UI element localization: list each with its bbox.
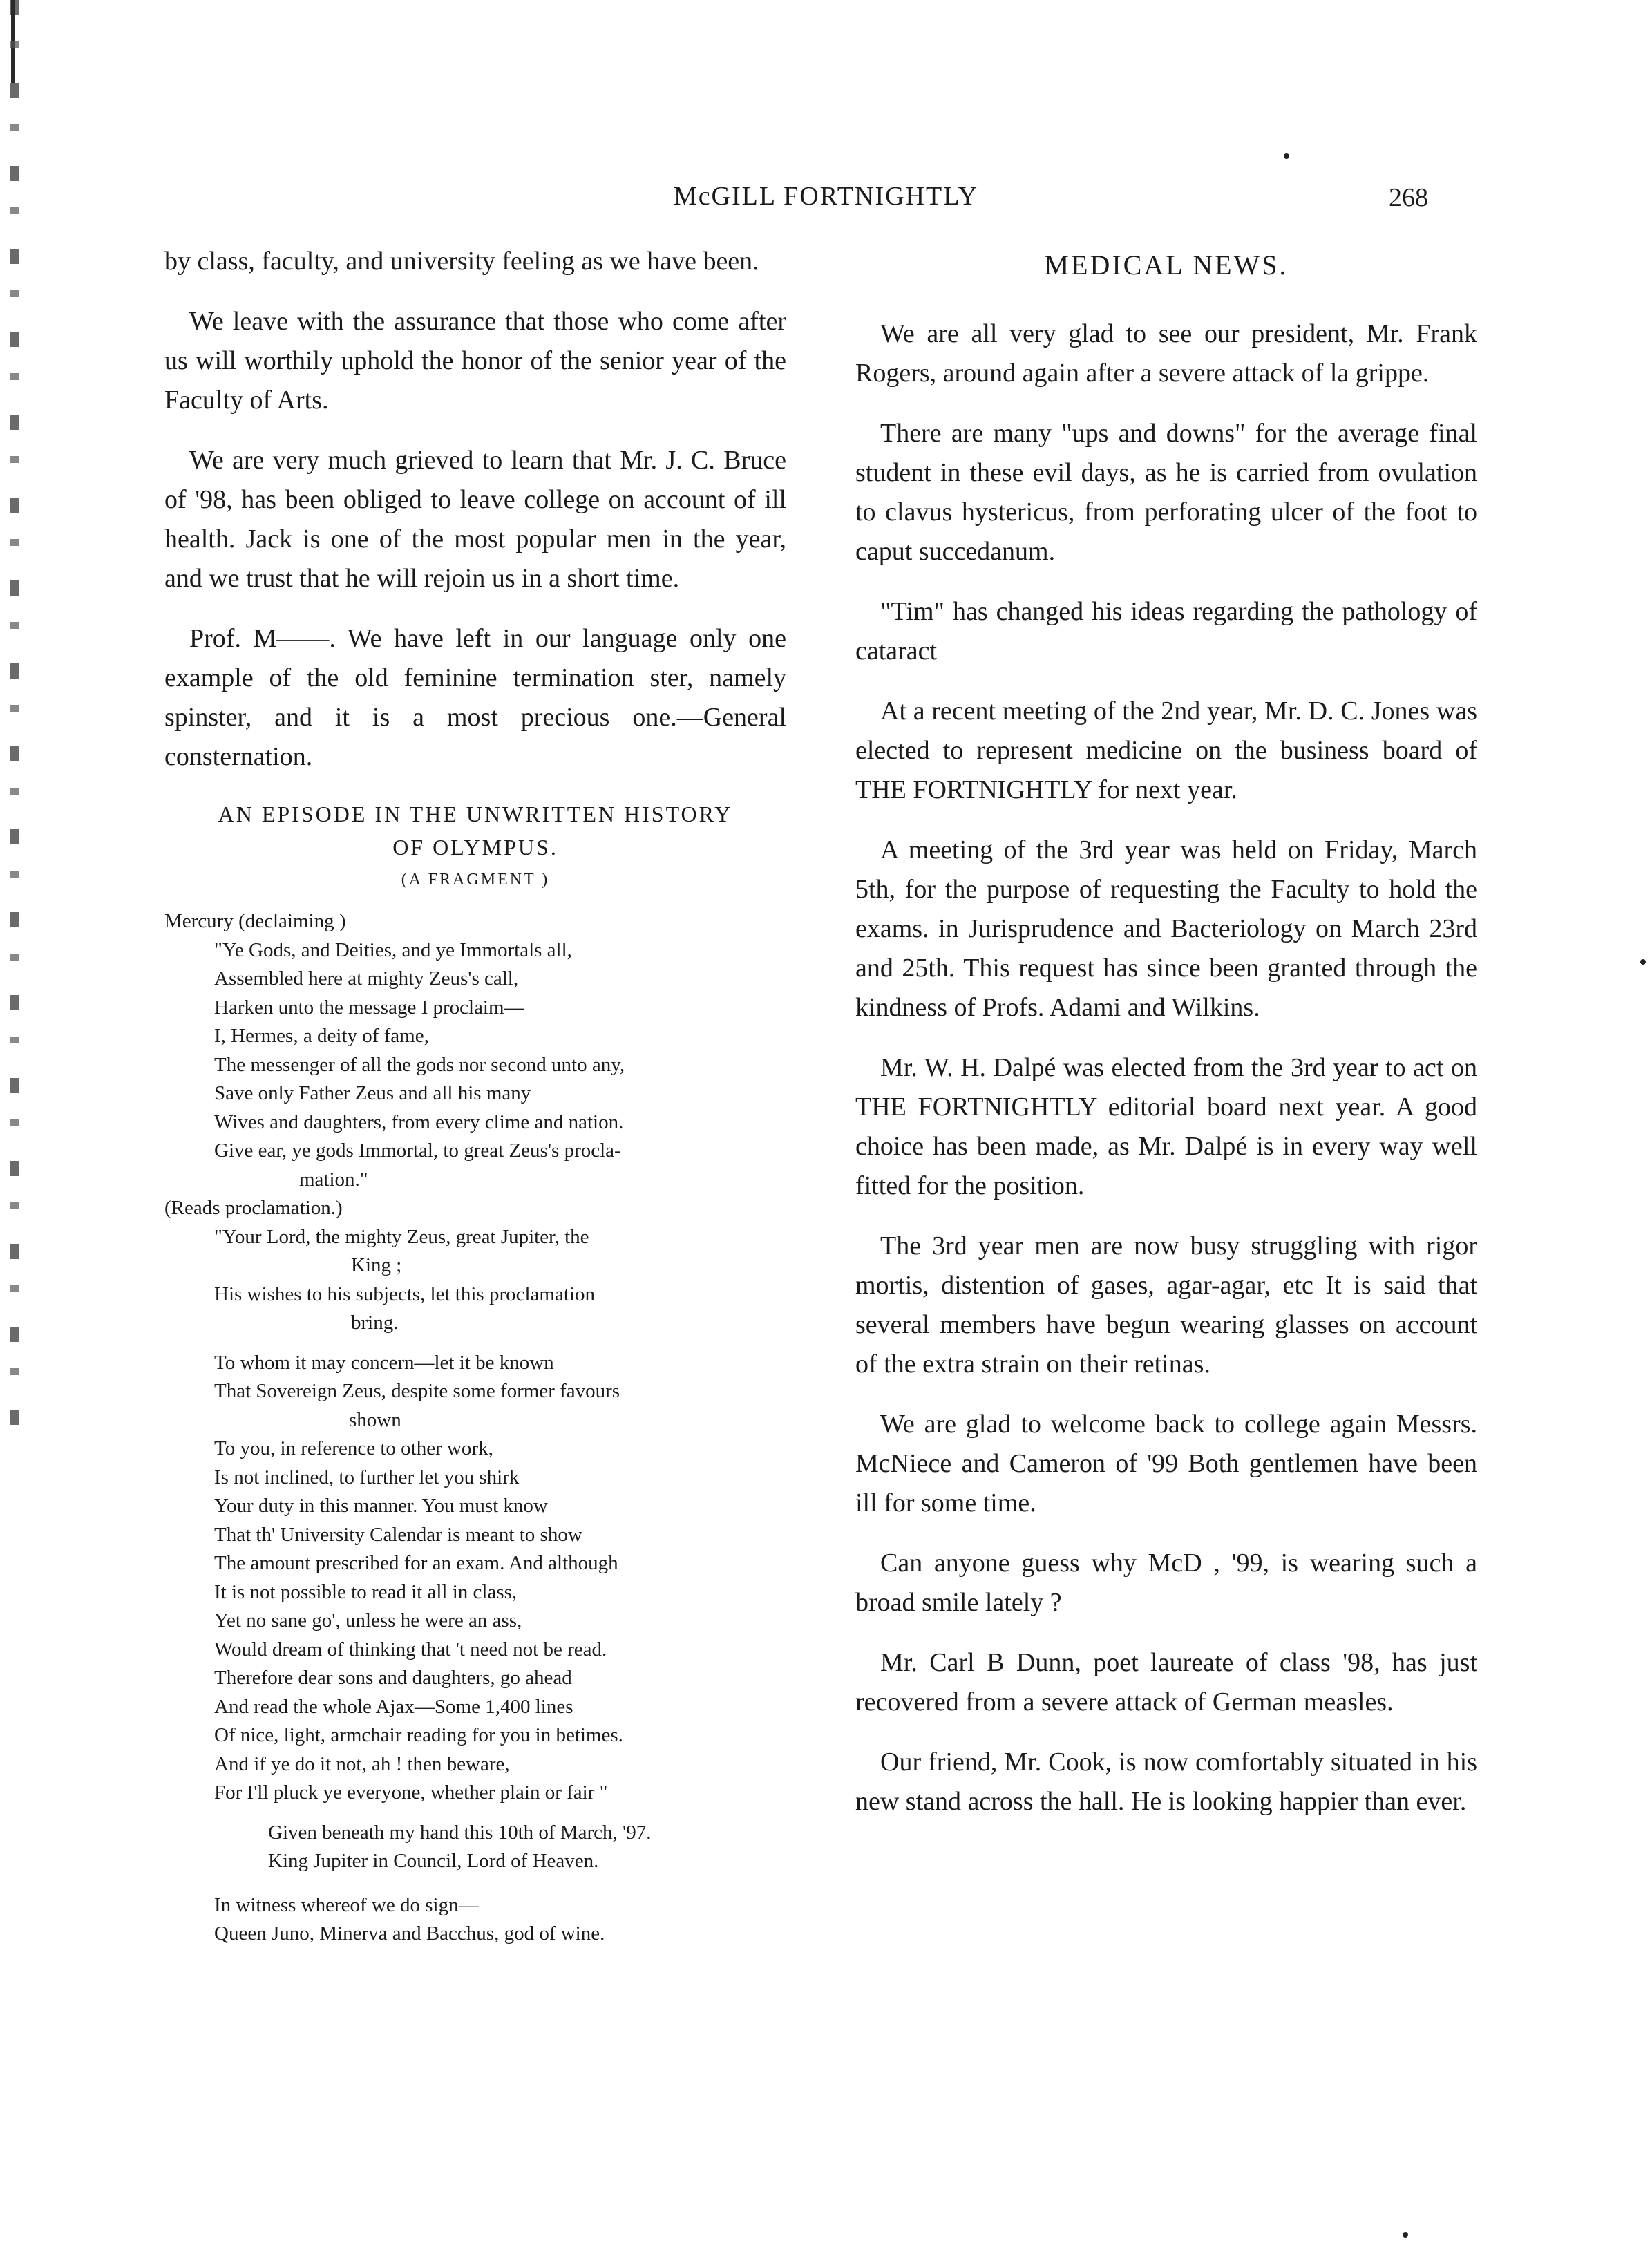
poem-line: Queen Juno, Minerva and Bacchus, god of wine. — [214, 1922, 605, 1945]
poem-line: Would dream of thinking that 't need not be read. — [214, 1638, 607, 1661]
poem-line-continuation: King ; — [351, 1254, 402, 1276]
poem-line-continuation: mation." — [299, 1168, 368, 1191]
poem-line: That th' University Calendar is meant to show — [214, 1523, 582, 1546]
poem-line: I, Hermes, a deity of fame, — [214, 1025, 429, 1047]
poem-line: Harken unto the message I proclaim— — [214, 996, 524, 1019]
poem-line: To you, in reference to other work, — [214, 1437, 493, 1459]
ink-speck — [1640, 959, 1646, 965]
paragraph: "Tim" has changed his ideas regarding the pathology of cataract — [855, 597, 1477, 665]
proclamation-stanza — [214, 1349, 786, 1808]
running-header-title: McGILL FORTNIGHTLY — [673, 182, 979, 211]
poem-line: Yet no sane go', unless he were an ass, — [214, 1609, 522, 1631]
paragraph: Prof. M——. We have left in our language only one example of the old feminine termination ster, namely spinster, and it is a most precious one.—General consternation. — [164, 624, 786, 771]
paragraph: We are glad to welcome back to college again Messrs. McNiece and Cameron of '99 Both gentlemen have been ill for some time. — [855, 1410, 1477, 1517]
poem-line: In witness whereof we do sign— — [214, 1893, 479, 1916]
poem-line-continuation: shown — [349, 1408, 401, 1431]
poem-title — [164, 797, 786, 864]
poem-line: It is not possible to read it all in class, — [214, 1580, 518, 1603]
poem-line: King Jupiter in Council, Lord of Heaven. — [268, 1850, 599, 1872]
paragraph: We leave with the assurance that those who come after us will worthily uphold the honor of the senior year of the Faculty of Arts. — [164, 307, 786, 415]
poem-line: "Ye Gods, and Deities, and ye Immortals all, — [214, 938, 572, 961]
poem-line: To whom it may concern—let it be known — [214, 1351, 554, 1374]
proclamation-signature — [268, 1819, 786, 1876]
poem-line: Wives and daughters, from every clime and nation. — [214, 1110, 624, 1133]
poem-line: "Your Lord, the mighty Zeus, great Jupiter, the — [214, 1225, 589, 1248]
poem-line: His wishes to his subjects, let this proclamation — [214, 1283, 595, 1305]
binding-edge-speckle — [10, 0, 19, 1451]
poem-line: Is not inclined, to further let you shirk — [214, 1466, 520, 1488]
ink-speck — [1403, 2232, 1408, 2238]
paragraph: Mr. Carl B Dunn, poet laureate of class '98, has just recovered from a severe attack of German measles. — [855, 1648, 1477, 1716]
paragraph: We are very much grieved to learn that Mr. J. C. Bruce of '98, has been obliged to leave college on account of ill health. Jack is one of the most popular men in the year, and we trust that he will rejoin us in a short time. — [164, 446, 786, 593]
page-number: 268 — [1389, 183, 1428, 212]
paragraph: There are many "ups and downs" for the average final student in these evil days, as he is carried from ovulation to clavus hystericus, from perforating ulcer of the foot to caput succedanum. — [855, 419, 1477, 566]
poem-line: Save only Father Zeus and all his many — [214, 1082, 531, 1104]
poem-line: Given beneath my hand this 10th of March, '97. — [268, 1821, 652, 1844]
stage-direction: (Reads proclamation.) — [164, 1197, 343, 1219]
paragraph: We are all very glad to see our president, Mr. Frank Rogers, around again after a severe attack of la grippe. — [855, 319, 1477, 388]
ink-speck — [1284, 153, 1289, 159]
poem-line: And if ye do it not, ah ! then beware, — [214, 1752, 510, 1775]
paragraph: Our friend, Mr. Cook, is now comfortably situated in his new stand across the hall. He is looking happier than ever. — [855, 1748, 1477, 1816]
right-column — [855, 242, 1477, 1842]
paragraph: Can anyone guess why McD , '99, is wearing such a broad smile lately ? — [855, 1549, 1477, 1617]
poem-title-line: AN EPISODE IN THE UNWRITTEN HISTORY — [218, 802, 733, 826]
poem-line: Your duty in this manner. You must know — [214, 1495, 548, 1517]
poem-subtitle: (A FRAGMENT ) — [401, 871, 550, 889]
poem-line-continuation: bring. — [351, 1312, 399, 1334]
paragraph: The 3rd year men are now busy struggling with rigor mortis, distention of gases, agar-agar, etc It is said that several members have begun wearing glasses on account of the extra strain on their retinas. — [855, 1231, 1477, 1379]
paragraph: by class, faculty, and university feeling as we have been. — [164, 247, 759, 276]
section-heading: MEDICAL NEWS. — [1044, 249, 1289, 281]
poem-body — [164, 907, 786, 1949]
poem-line: Therefore dear sons and daughters, go ahead — [214, 1667, 572, 1689]
poem-line: That Sovereign Zeus, despite some former favours — [214, 1380, 620, 1402]
poem-line: The messenger of all the gods nor second unto any, — [214, 1053, 625, 1076]
witness-block — [214, 1891, 786, 1949]
paragraph: Mr. W. H. Dalpé was elected from the 3rd year to act on THE FORTNIGHTLY editorial board next year. A good choice has been made, as Mr. Dalpé is in every way well fitted for the position. — [855, 1053, 1477, 1200]
poem-line: And read the whole Ajax—Some 1,400 lines — [214, 1695, 573, 1718]
paragraph: A meeting of the 3rd year was held on Friday, March 5th, for the purpose of requesting the Faculty to hold the exams. in Jurisprudence and Bacteriology on March 23rd and 25th. This request has since been granted through the kindness of Profs. Adami and Wilkins. — [855, 835, 1477, 1022]
poem-line: Give ear, ye gods Immortal, to great Zeus's procla- — [214, 1139, 621, 1162]
left-column — [164, 242, 786, 1949]
poem-title-line: OF OLYMPUS. — [392, 835, 558, 860]
poem-line: Of nice, light, armchair reading for you in betimes. — [214, 1724, 623, 1746]
poem-line: For I'll pluck ye everyone, whether plain or fair " — [214, 1781, 608, 1804]
poem-line: The amount prescribed for an exam. And although — [214, 1552, 618, 1574]
stage-direction: Mercury (declaiming ) — [164, 910, 346, 932]
paragraph: At a recent meeting of the 2nd year, Mr. D. C. Jones was elected to represent medicine on the business board of THE FORTNIGHTLY for next year. — [855, 697, 1477, 804]
poem-line: Assembled here at mighty Zeus's call, — [214, 967, 519, 990]
speech — [214, 936, 786, 1166]
